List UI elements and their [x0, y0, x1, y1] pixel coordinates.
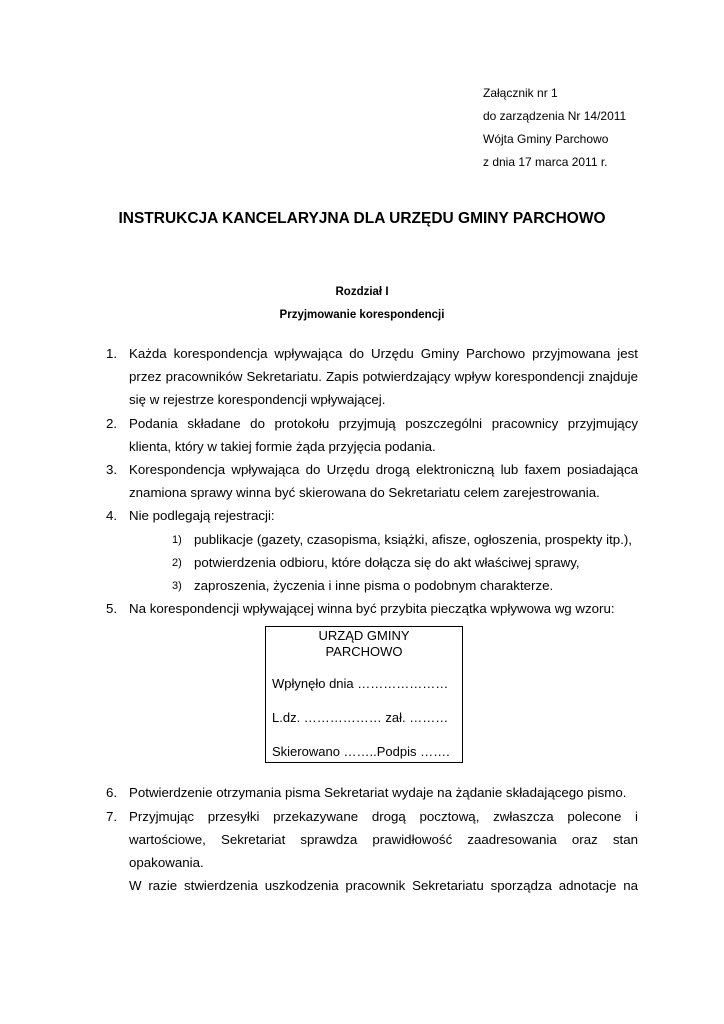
sub-list-item	[106, 528, 638, 551]
sub-item-number: 2)	[172, 556, 182, 569]
annex-issuer: Wójta Gminy Parchowo	[483, 132, 609, 146]
item-number: 3.	[106, 462, 118, 478]
stamp-office-line1: URZĄD GMINY	[318, 628, 410, 644]
document-title: INSTRUKCJA KANCELARYJNA DLA URZĘDU GMINY PARCHOWO	[118, 210, 606, 227]
list-item	[106, 781, 638, 804]
list-item	[106, 458, 638, 504]
annex-date: z dnia 17 marca 2011 r.	[483, 155, 608, 169]
chapter-number: Rozdział I	[335, 286, 389, 298]
chapter-name: Przyjmowanie korespondencji	[279, 309, 445, 321]
sub-item-text: zaproszenia, życzenia i inne pisma o podobnym charakterze.	[194, 578, 554, 594]
item-number: 4.	[106, 508, 118, 524]
item-number: 1.	[106, 346, 118, 361]
annex-number: Załącznik nr 1	[483, 86, 558, 100]
annex-reference	[483, 82, 626, 174]
item-text: Na korespondencji wpływającej winna być przybita pieczątka wpływowa wg wzoru:	[129, 601, 615, 617]
sub-item-number: 1)	[172, 533, 182, 546]
sub-item-text: potwierdzenia odbioru, które dołącza się do akt właściwej sprawy,	[194, 554, 580, 570]
item-number: 6.	[106, 785, 118, 801]
instruction-list	[106, 342, 638, 897]
stamp-register-number: L.dz. ……………… zał. ………	[272, 710, 449, 726]
list-item	[106, 412, 638, 458]
item-number: 7.	[106, 808, 118, 824]
item-text: Nie podlegają rejestracji:	[129, 508, 275, 524]
stamp-office-line2: PARCHOWO	[325, 644, 403, 660]
sub-item-number: 3)	[172, 580, 182, 593]
item-number: 2.	[106, 415, 118, 431]
list-item	[106, 597, 638, 620]
stamp-received-date: Wpłynęło dnia …………………	[272, 676, 449, 692]
item-text: Podania składane do protokołu przyjmują poszczególni pracownicy przyjmujący klienta, który w takiej formie żąda przyjęcia podania.	[129, 415, 638, 454]
annex-ordinance: do zarządzenia Nr 14/2011	[483, 109, 627, 123]
item-continuation: W razie stwierdzenia uszkodzenia pracownik Sekretariatu sporządza adnotacje na	[129, 878, 638, 894]
chapter-heading	[0, 281, 724, 327]
list-item	[106, 342, 638, 412]
stamp-directed-signature: Skierowano ……..Podpis …….	[272, 744, 450, 760]
item-text: Przyjmując przesyłki przekazywane drogą pocztową, zwłaszcza polecone i wartościowe, Sekretariat sprawdza prawidłowość zaadresowania oraz stan opakowania.	[129, 808, 638, 871]
item-number: 5.	[106, 601, 118, 617]
list-item	[106, 805, 638, 875]
item-text: Potwierdzenie otrzymania pisma Sekretariat wydaje na żądanie składającego pismo.	[129, 785, 627, 801]
item-text: Korespondencja wpływająca do Urzędu drogą elektroniczną lub faxem posiadająca znamiona sprawy winna być skierowana do Sekretariatu celem zarejestrowania.	[129, 462, 638, 501]
sub-list-item	[106, 574, 638, 597]
sub-list-item	[106, 551, 638, 574]
receipt-stamp-template	[265, 626, 463, 763]
sub-item-text: publikacje (gazety, czasopisma, książki, afisze, ogłoszenia, prospekty itp.),	[194, 531, 633, 547]
list-item	[106, 504, 638, 527]
item-text: Każda korespondencja wpływająca do Urzędu Gminy Parchowo przyjmowana jest przez pracowników Sekretariatu. Zapis potwierdzający wpływ korespondencji znajduje się w rejestrze korespondencji wpływającej.	[129, 346, 638, 408]
